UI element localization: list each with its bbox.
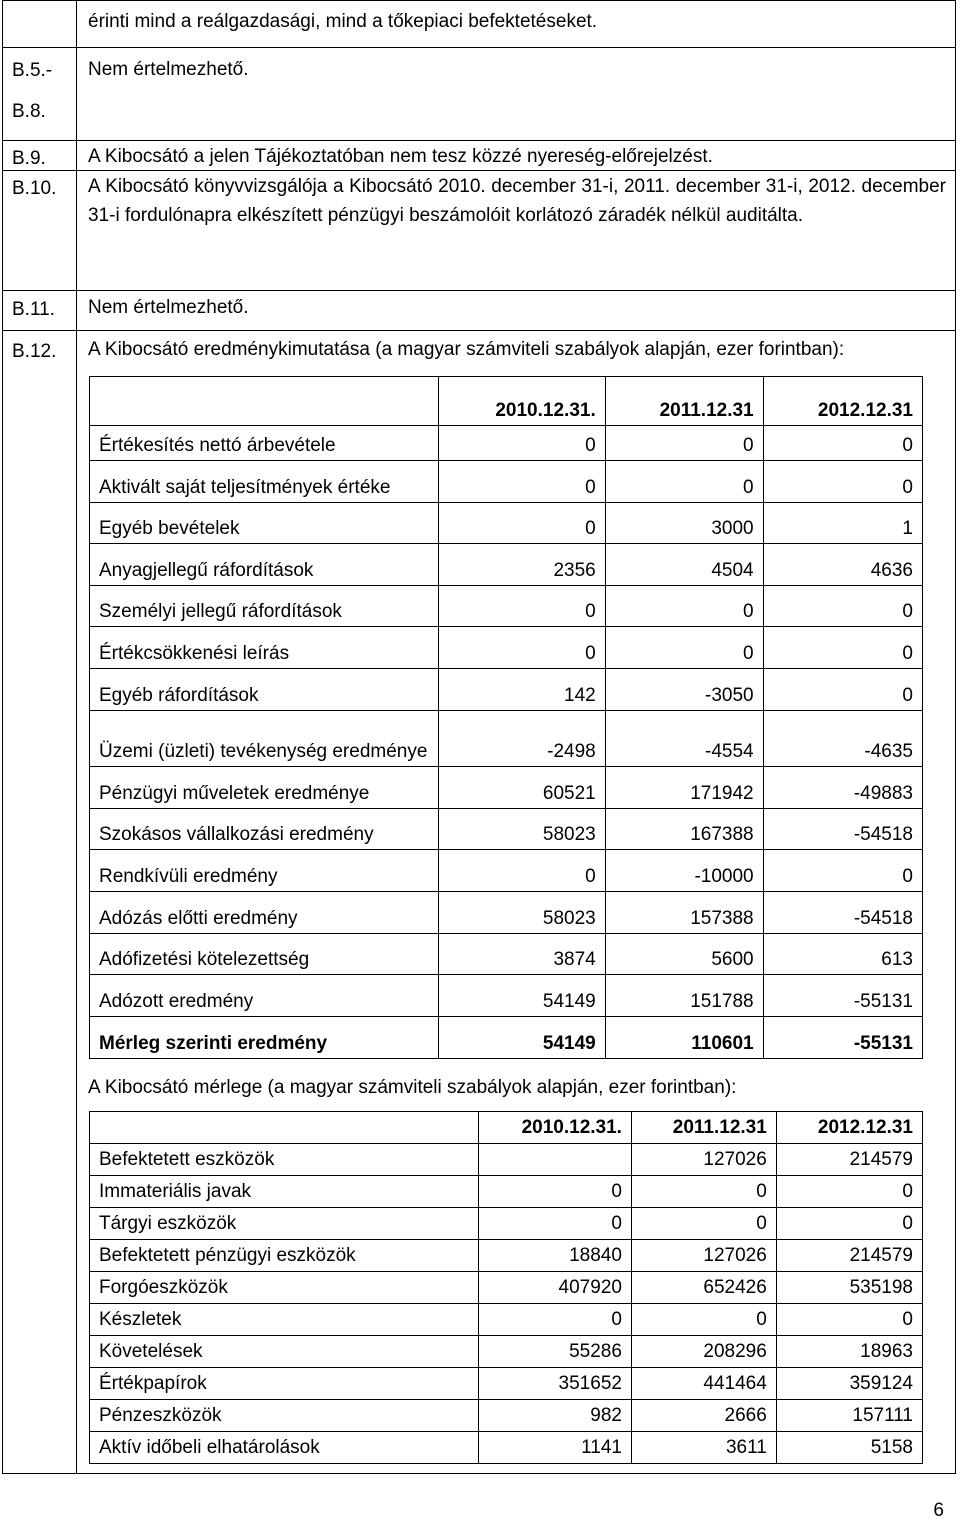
value-cell: 127026 — [631, 1144, 776, 1176]
table-row — [90, 1017, 923, 1059]
value-cell: 167388 — [605, 809, 763, 850]
value-cell: 0 — [479, 1176, 632, 1208]
table-row — [90, 1336, 923, 1368]
row-label-cell: Egyéb ráfordítások — [90, 669, 439, 711]
table-row — [90, 711, 923, 767]
section-label-b5: B.5.- — [12, 60, 53, 81]
value-cell: -4635 — [763, 711, 922, 767]
row-label-cell: Rendkívüli eredmény — [90, 850, 439, 892]
value-cell: 0 — [439, 426, 606, 461]
table-row — [90, 1208, 923, 1240]
value-cell: 0 — [631, 1208, 776, 1240]
value-cell: 110601 — [605, 1017, 763, 1059]
intro-text: érinti mind a reálgazdasági, mind a tőkepiaci befektetéseket. — [88, 11, 598, 32]
table-row — [90, 461, 923, 503]
value-cell: 18963 — [776, 1336, 922, 1368]
table-row — [90, 975, 923, 1017]
header-year-cell: 2012.12.31 — [763, 377, 922, 426]
value-cell: 4636 — [763, 544, 922, 586]
row-label-cell: Befektetett pénzügyi eszközök — [90, 1240, 479, 1272]
value-cell: 0 — [605, 461, 763, 503]
value-cell: 55286 — [479, 1336, 632, 1368]
value-cell: 214579 — [776, 1144, 922, 1176]
table-row — [90, 1432, 923, 1464]
section-label-b10: B.10. — [12, 178, 57, 199]
value-cell: 0 — [605, 426, 763, 461]
value-cell: 3611 — [631, 1432, 776, 1464]
value-cell: 2666 — [631, 1400, 776, 1432]
value-cell: 0 — [631, 1176, 776, 1208]
row-label-cell: Aktív időbeli elhatárolások — [90, 1432, 479, 1464]
header-label-cell — [90, 1112, 479, 1144]
table-header-row — [90, 1112, 923, 1144]
value-cell: 3874 — [439, 934, 606, 975]
value-cell: 0 — [439, 503, 606, 544]
value-cell: -49883 — [763, 767, 922, 809]
table-row — [90, 544, 923, 586]
section-label-b8: B.8. — [12, 101, 46, 122]
value-cell: 351652 — [479, 1368, 632, 1400]
value-cell: 157388 — [605, 892, 763, 934]
value-cell: 0 — [439, 850, 606, 892]
value-cell: 0 — [776, 1304, 922, 1336]
value-cell: 157111 — [776, 1400, 922, 1432]
value-cell: 2356 — [439, 544, 606, 586]
row-label-cell: Szokásos vállalkozási eredmény — [90, 809, 439, 850]
table-row — [90, 1400, 923, 1432]
balance-sheet-title: A Kibocsátó mérlege (a magyar számviteli szabályok alapján, ezer forintban): — [88, 1077, 737, 1098]
row-label-cell: Pénzeszközök — [90, 1400, 479, 1432]
value-cell: 0 — [439, 586, 606, 627]
row-label-cell: Forgóeszközök — [90, 1272, 479, 1304]
value-cell: 441464 — [631, 1368, 776, 1400]
table-row — [90, 503, 923, 544]
value-cell: -3050 — [605, 669, 763, 711]
row-label-cell: Értékesítés nettó árbevétele — [90, 426, 439, 461]
value-cell: 151788 — [605, 975, 763, 1017]
value-cell: 407920 — [479, 1272, 632, 1304]
value-cell: 18840 — [479, 1240, 632, 1272]
value-cell: 0 — [763, 627, 922, 669]
page-number: 6 — [933, 1500, 944, 1521]
value-cell: 3000 — [605, 503, 763, 544]
value-cell: -55131 — [763, 975, 922, 1017]
value-cell: 58023 — [439, 892, 606, 934]
value-cell: 0 — [763, 586, 922, 627]
value-cell: 0 — [479, 1304, 632, 1336]
value-cell: -54518 — [763, 809, 922, 850]
value-cell: 982 — [479, 1400, 632, 1432]
value-cell: 535198 — [776, 1272, 922, 1304]
section-text-b11: Nem értelmezhető. — [88, 297, 249, 318]
value-cell: 5600 — [605, 934, 763, 975]
value-cell: 5158 — [776, 1432, 922, 1464]
value-cell: -10000 — [605, 850, 763, 892]
row-label-cell: Aktivált saját teljesítmények értéke — [90, 461, 439, 503]
section-text-b10: A Kibocsátó könyvvizsgálója a Kibocsátó 2010. december 31-i, 2011. december 31-i, 2012. december 31-i fordulónapra elkészített pénzügyi beszámolóit korlátozó záradék nélkül auditálta. — [88, 176, 946, 226]
value-cell: 1 — [763, 503, 922, 544]
value-cell: 359124 — [776, 1368, 922, 1400]
value-cell: 0 — [763, 850, 922, 892]
value-cell — [479, 1144, 632, 1176]
value-cell: 0 — [631, 1304, 776, 1336]
value-cell: 0 — [439, 627, 606, 669]
section-text-b5: Nem értelmezhető. — [88, 59, 249, 80]
header-year-cell: 2011.12.31 — [631, 1112, 776, 1144]
table-row — [90, 850, 923, 892]
row-label-cell: Adófizetési kötelezettség — [90, 934, 439, 975]
row-label-cell: Adózás előtti eredmény — [90, 892, 439, 934]
value-cell: 54149 — [439, 975, 606, 1017]
value-cell: 4504 — [605, 544, 763, 586]
value-cell: 0 — [776, 1176, 922, 1208]
table-row — [90, 426, 923, 461]
table-row — [90, 767, 923, 809]
value-cell: 214579 — [776, 1240, 922, 1272]
table-header-row — [90, 377, 923, 426]
table-row — [90, 1272, 923, 1304]
table-row — [90, 1304, 923, 1336]
value-cell: 0 — [763, 669, 922, 711]
value-cell: 0 — [763, 426, 922, 461]
table-row — [90, 586, 923, 627]
table-row — [90, 809, 923, 850]
value-cell: 0 — [479, 1208, 632, 1240]
section-text-b12: A Kibocsátó eredménykimutatása (a magyar számviteli szabályok alapján, ezer forintban): — [88, 339, 845, 360]
row-label-cell: Üzemi (üzleti) tevékenység eredménye — [90, 711, 439, 767]
row-label-cell: Követelések — [90, 1336, 479, 1368]
row-label-cell: Anyagjellegű ráfordítások — [90, 544, 439, 586]
row-label-cell: Adózott eredmény — [90, 975, 439, 1017]
value-cell: 60521 — [439, 767, 606, 809]
section-text-b9: A Kibocsátó a jelen Tájékoztatóban nem tesz közzé nyereség-előrejelzést. — [88, 146, 713, 167]
header-year-cell: 2011.12.31 — [605, 377, 763, 426]
value-cell: 127026 — [631, 1240, 776, 1272]
value-cell: -54518 — [763, 892, 922, 934]
value-cell: 171942 — [605, 767, 763, 809]
value-cell: 0 — [776, 1208, 922, 1240]
row-label-cell: Pénzügyi műveletek eredménye — [90, 767, 439, 809]
table-row — [90, 1240, 923, 1272]
value-cell: 1141 — [479, 1432, 632, 1464]
row-label-cell: Értékpapírok — [90, 1368, 479, 1400]
header-year-cell: 2012.12.31 — [776, 1112, 922, 1144]
table-row — [90, 1368, 923, 1400]
table-row — [90, 669, 923, 711]
section-label-b11: B.11. — [12, 299, 55, 320]
header-label-cell — [90, 377, 439, 426]
table-row — [90, 892, 923, 934]
section-label-b12: B.12. — [12, 341, 57, 362]
value-cell: 58023 — [439, 809, 606, 850]
table-row — [90, 1144, 923, 1176]
table-row — [90, 1176, 923, 1208]
value-cell: 613 — [763, 934, 922, 975]
value-cell: 0 — [605, 586, 763, 627]
row-label-cell: Értékcsökkenési leírás — [90, 627, 439, 669]
header-year-cell: 2010.12.31. — [479, 1112, 632, 1144]
value-cell: 0 — [605, 627, 763, 669]
table-row — [90, 934, 923, 975]
value-cell: 0 — [763, 461, 922, 503]
header-year-cell: 2010.12.31. — [439, 377, 606, 426]
value-cell: 54149 — [439, 1017, 606, 1059]
income-statement-table — [89, 376, 923, 1059]
value-cell: 652426 — [631, 1272, 776, 1304]
row-label-cell: Mérleg szerinti eredmény — [90, 1017, 439, 1059]
row-label-cell: Befektetett eszközök — [90, 1144, 479, 1176]
value-cell: -55131 — [763, 1017, 922, 1059]
section-label-b9: B.9. — [12, 148, 46, 169]
row-label-cell: Tárgyi eszközök — [90, 1208, 479, 1240]
row-label-cell: Immateriális javak — [90, 1176, 479, 1208]
value-cell: 142 — [439, 669, 606, 711]
balance-sheet-table — [89, 1111, 923, 1464]
value-cell: 208296 — [631, 1336, 776, 1368]
row-label-cell: Egyéb bevételek — [90, 503, 439, 544]
value-cell: -4554 — [605, 711, 763, 767]
table-row — [90, 627, 923, 669]
value-cell: 0 — [439, 461, 606, 503]
row-label-cell: Személyi jellegű ráfordítások — [90, 586, 439, 627]
value-cell: -2498 — [439, 711, 606, 767]
row-label-cell: Készletek — [90, 1304, 479, 1336]
